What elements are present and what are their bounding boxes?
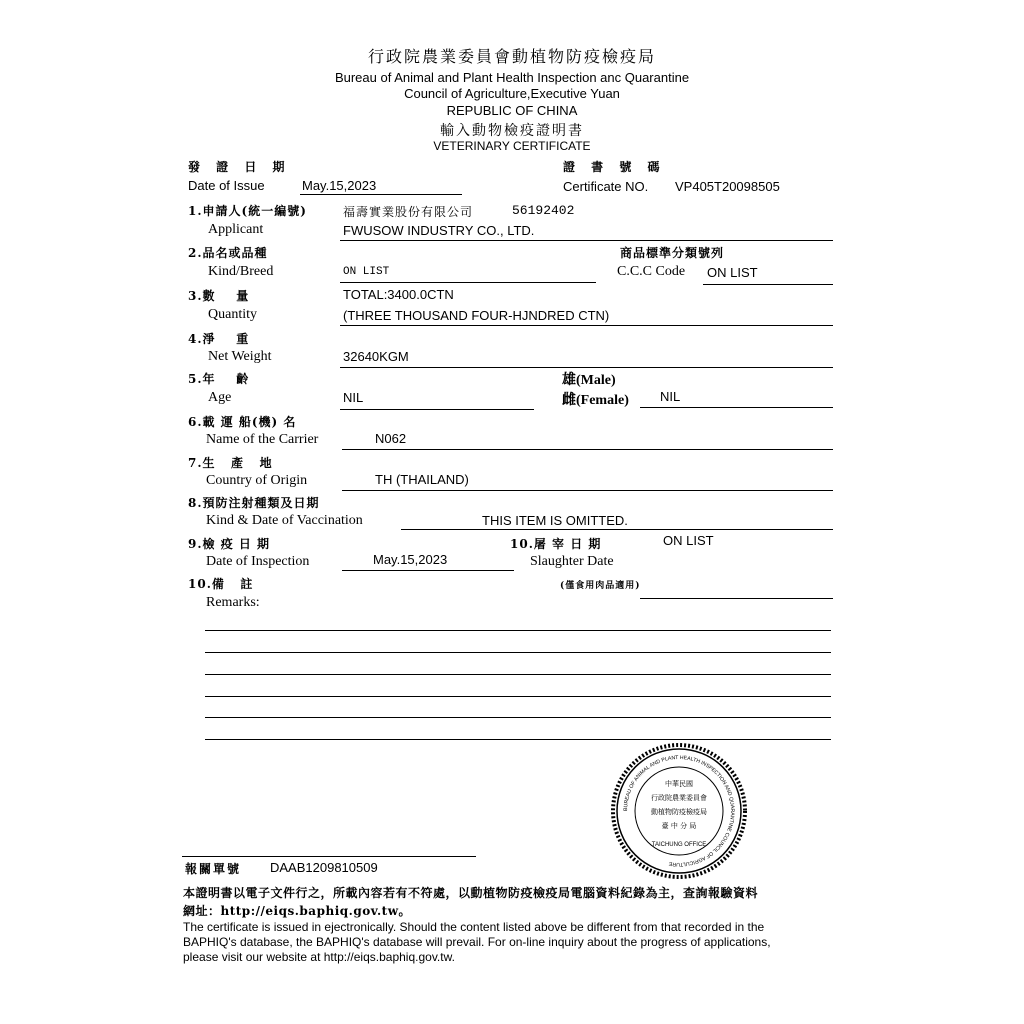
weight-zh-label: 4.淨 重 (188, 332, 250, 346)
age-value: NIL (343, 390, 364, 405)
declaration-number: DAAB1209810509 (270, 860, 378, 875)
remarks-line-2 (205, 652, 831, 653)
quantity-value: TOTAL:3400.0CTN (343, 287, 454, 302)
header-en-title: Bureau of Animal and Plant Health Inspection anc Quarantine (334, 70, 690, 85)
remarks-label: Remarks: (206, 595, 260, 610)
applicant-id: 56192402 (512, 203, 575, 218)
ccc-label: C.C.C Code (617, 264, 686, 279)
female-label: 雌(Female) (562, 393, 629, 408)
kind-zh-label: 2.品名或品種 (188, 246, 268, 260)
declaration-zh-label: 報關單號 (185, 862, 242, 876)
quantity-label: Quantity (208, 307, 257, 322)
header-country: REPUBLIC OF CHINA (446, 103, 578, 118)
remarks-line-0 (640, 598, 833, 599)
slaughter-value: ON LIST (663, 533, 714, 548)
sex-value: NIL (660, 389, 681, 404)
official-seal (610, 742, 748, 880)
applicant-name: FWUSOW INDUSTRY CO., LTD. (343, 223, 535, 238)
remarks-line-6 (205, 739, 831, 740)
origin-zh-label: 7.生 產 地 (188, 456, 273, 470)
applicant-underline (340, 240, 833, 241)
zh-note-1: 本證明書以電子文件行之，所載內容若有不符處，以動植物防疫檢疫局電腦資料紀錄為主，查詢報驗資料 (183, 886, 759, 900)
remarks-line-4 (205, 696, 831, 697)
cert-zh-label: 證 書 號 碼 (563, 160, 666, 174)
remarks-line-3 (205, 674, 831, 675)
kind-value: ON LIST (343, 266, 390, 278)
weight-underline (340, 367, 833, 368)
slaughter-label: Slaughter Date (530, 554, 614, 569)
vaccination-underline (401, 529, 833, 530)
vaccination-value: THIS ITEM IS OMITTED. (482, 513, 628, 528)
en-note-1: The certificate is issued in ejectronically. Should the content listed above be different from that recorded in the (183, 920, 765, 934)
weight-value: 32640KGM (343, 349, 409, 364)
origin-label: Country of Origin (206, 473, 308, 488)
ccc-zh-label: 商品標準分類號列 (620, 246, 725, 260)
male-label: 雄(Male) (562, 373, 616, 388)
sex-underline (640, 407, 833, 408)
zh-note-2: 網址：http://eiqs.baphiq.gov.tw。 (183, 904, 412, 918)
origin-value: TH (THAILAND) (375, 472, 469, 487)
cert-label: Certificate NO. (563, 179, 649, 194)
seal-line-2: 行政院農業委員會 (651, 794, 707, 802)
seal-ring-text: BUREAU OF ANIMAL AND PLANT HEALTH INSPECTION AND QUARANTINE COUNCIL OF AGRICULTURE (622, 754, 736, 868)
inspection-label: Date of Inspection (206, 554, 310, 569)
seal-line-4: 臺 中 分 局 (661, 822, 697, 830)
issue-date: May.15,2023 (302, 178, 377, 193)
kind-underline (340, 282, 596, 283)
kind-label: Kind/Breed (208, 264, 274, 279)
ccc-value: ON LIST (707, 265, 758, 280)
seal-line-1: 中華民國 (665, 780, 693, 788)
weight-label: Net Weight (208, 349, 272, 364)
remarks-line-1 (205, 630, 831, 631)
applicant-zh-label: 1.申請人(統一編號) (188, 204, 307, 218)
age-underline (340, 409, 534, 410)
slaughter-zh-label: 10.屠 宰 日 期 (510, 537, 602, 551)
origin-underline (342, 490, 833, 491)
carrier-zh-label: 6.載 運 船(機) 名 (188, 415, 297, 429)
quantity-zh-label: 3.數 量 (188, 289, 250, 303)
remarks-zh-label: 10.備 註 (188, 577, 254, 591)
inspection-underline (342, 570, 514, 571)
en-note-2: BAPHIQ's database, the BAPHIQ's database will prevail. For on-line inquiry about the progress of applications, (183, 935, 771, 949)
age-label: Age (208, 390, 232, 405)
issue-label: Date of Issue (188, 178, 265, 193)
vaccination-zh-label: 8.預防注射種類及日期 (188, 496, 320, 510)
cert-number: VP405T20098505 (675, 179, 780, 194)
header-council: Council of Agriculture,Executive Yuan (404, 86, 620, 101)
vaccination-label: Kind & Date of Vaccination (206, 513, 363, 528)
en-note-3: please visit our website at http://eiqs.baphiq.gov.tw. (183, 950, 455, 964)
seal-office: TAICHUNG OFFICE (651, 842, 707, 848)
inspection-zh-label: 9.檢 疫 日 期 (188, 537, 271, 551)
seal-line-3: 動植物防疫檢疫局 (651, 808, 707, 816)
issue-zh-label: 發 證 日 期 (188, 160, 291, 174)
age-zh-label: 5.年 齡 (188, 372, 250, 386)
quantity-underline (340, 325, 833, 326)
applicant-zh-name: 福壽實業股份有限公司 (343, 205, 474, 219)
declaration-topline (182, 856, 476, 857)
ccc-underline (703, 284, 833, 285)
slaughter-note: (僅食用肉品適用) (560, 581, 641, 591)
inspection-value: May.15,2023 (373, 552, 448, 567)
header-en-cert: VETERINARY CERTIFICATE (433, 139, 591, 153)
carrier-value: N062 (375, 431, 407, 446)
applicant-label: Applicant (208, 222, 264, 237)
issue-underline (300, 194, 462, 195)
carrier-underline (342, 449, 833, 450)
header-zh-title: 行政院農業委員會動植物防疫檢疫局 (367, 47, 656, 66)
quantity-words: (THREE THOUSAND FOUR-HJNDRED CTN) (343, 308, 610, 323)
remarks-line-5 (205, 717, 831, 718)
header-zh-cert: 輸入動物檢疫證明書 (440, 123, 584, 139)
carrier-label: Name of the Carrier (206, 432, 319, 447)
